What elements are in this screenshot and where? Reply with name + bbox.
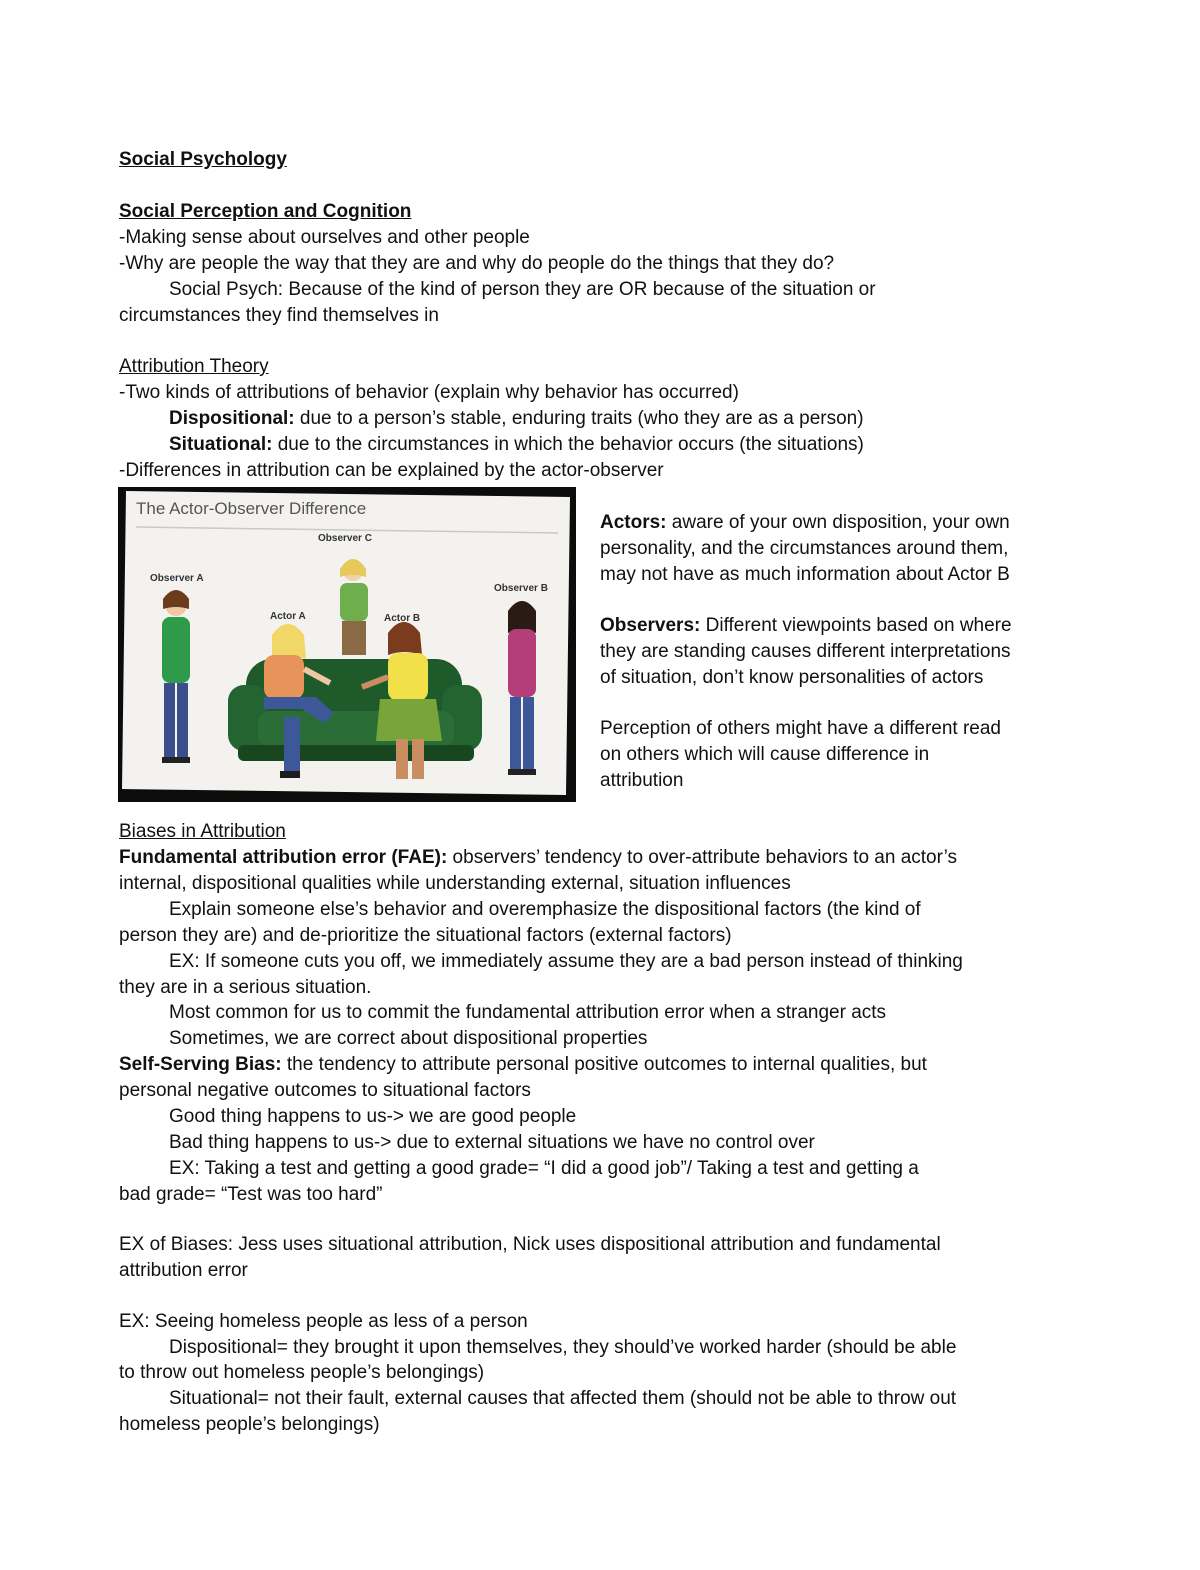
document-title: Social Psychology bbox=[119, 149, 287, 170]
paragraph-line: Social Psych: Because of the kind of person they are OR because of the situation or bbox=[169, 279, 876, 300]
paragraph-line: homeless people’s belongings) bbox=[119, 1414, 380, 1435]
definition-text: due to a person’s stable, enduring traits (who they are as a person) bbox=[294, 408, 864, 429]
paragraph-line: Situational= not their fault, external causes that affected them (should not be able to throw out bbox=[169, 1388, 957, 1409]
label-observer-a: Observer A bbox=[150, 573, 204, 584]
paragraph-line: person they are) and de-prioritize the situational factors (external factors) bbox=[119, 925, 732, 946]
term-dispositional: Dispositional: bbox=[169, 408, 295, 429]
actors-note bbox=[600, 510, 1080, 536]
section-heading-biases: Biases in Attribution bbox=[119, 821, 286, 842]
note-line: attribution bbox=[600, 770, 684, 791]
note-line: on others which will cause difference in bbox=[600, 744, 930, 765]
paragraph-line: bad grade= “Test was too hard” bbox=[119, 1184, 383, 1205]
figure-title: The Actor-Observer Difference bbox=[136, 499, 367, 518]
observer-c-figure bbox=[340, 559, 368, 655]
actor-observer-figure bbox=[118, 487, 576, 802]
paragraph-line: Good thing happens to us-> we are good people bbox=[169, 1106, 577, 1127]
actor-observer-illustration bbox=[118, 487, 576, 802]
definition-fae bbox=[119, 845, 1084, 871]
paragraph-line: Dispositional= they brought it upon themselves, they should’ve worked harder (should be able bbox=[169, 1337, 957, 1358]
section-heading-perception: Social Perception and Cognition bbox=[119, 201, 412, 222]
paragraph-line: -Differences in attribution can be explained by the actor-observer bbox=[119, 460, 664, 481]
definition-situational bbox=[169, 432, 1084, 458]
note-line: of situation, don’t know personalities of actors bbox=[600, 667, 984, 688]
paragraph-line: EX: If someone cuts you off, we immediately assume they are a bad person instead of thinking bbox=[169, 951, 963, 972]
term-actors: Actors: bbox=[600, 512, 667, 533]
observers-note bbox=[600, 613, 1080, 639]
paragraph-line: EX: Seeing homeless people as less of a person bbox=[119, 1311, 528, 1332]
definition-text: the tendency to attribute personal positive outcomes to internal qualities, but bbox=[281, 1054, 927, 1075]
paragraph-line: Bad thing happens to us-> due to external situations we have no control over bbox=[169, 1132, 815, 1153]
term-situational: Situational: bbox=[169, 434, 273, 455]
definition-text: due to the circumstances in which the behavior occurs (the situations) bbox=[272, 434, 864, 455]
label-observer-c: Observer C bbox=[318, 533, 372, 544]
term-observers: Observers: bbox=[600, 615, 701, 636]
paragraph-line: to throw out homeless people’s belongings) bbox=[119, 1362, 485, 1383]
note-text: Different viewpoints based on where bbox=[700, 615, 1012, 636]
paragraph-line: Most common for us to commit the fundamental attribution error when a stranger acts bbox=[169, 1002, 887, 1023]
section-heading-attribution: Attribution Theory bbox=[119, 356, 269, 377]
paragraph-line: Explain someone else’s behavior and overemphasize the dispositional factors (the kind of bbox=[169, 899, 921, 920]
note-line: may not have as much information about Actor B bbox=[600, 564, 1010, 585]
paragraph-line: attribution error bbox=[119, 1260, 248, 1281]
definition-text: observers’ tendency to over-attribute behaviors to an actor’s bbox=[447, 847, 958, 868]
term-fae: Fundamental attribution error (FAE): bbox=[119, 847, 448, 868]
paragraph-line: -Why are people the way that they are and why do people do the things that they do? bbox=[119, 253, 835, 274]
paragraph-line: personal negative outcomes to situational factors bbox=[119, 1080, 531, 1101]
note-line: Perception of others might have a different read bbox=[600, 718, 1002, 739]
term-self-serving-bias: Self-Serving Bias: bbox=[119, 1054, 282, 1075]
paragraph-line: -Two kinds of attributions of behavior (explain why behavior has occurred) bbox=[119, 382, 739, 403]
note-line: they are standing causes different interpretations bbox=[600, 641, 1011, 662]
note-line: personality, and the circumstances around them, bbox=[600, 538, 1009, 559]
label-actor-b: Actor B bbox=[384, 613, 421, 624]
paragraph-line: Sometimes, we are correct about dispositional properties bbox=[169, 1028, 648, 1049]
paragraph-line: internal, dispositional qualities while understanding external, situation influences bbox=[119, 873, 791, 894]
paragraph-line: circumstances they find themselves in bbox=[119, 305, 439, 326]
definition-self-serving-bias bbox=[119, 1052, 1084, 1078]
paragraph-line: -Making sense about ourselves and other people bbox=[119, 227, 530, 248]
paragraph-line: EX of Biases: Jess uses situational attribution, Nick uses dispositional attribution and fundamental bbox=[119, 1234, 941, 1255]
paragraph-line: EX: Taking a test and getting a good grade= “I did a good job”/ Taking a test and getting a bbox=[169, 1158, 919, 1179]
paragraph-line: they are in a serious situation. bbox=[119, 977, 372, 998]
note-text: aware of your own disposition, your own bbox=[666, 512, 1010, 533]
label-observer-b: Observer B bbox=[494, 583, 548, 594]
definition-dispositional bbox=[169, 406, 1084, 432]
label-actor-a: Actor A bbox=[270, 611, 306, 622]
